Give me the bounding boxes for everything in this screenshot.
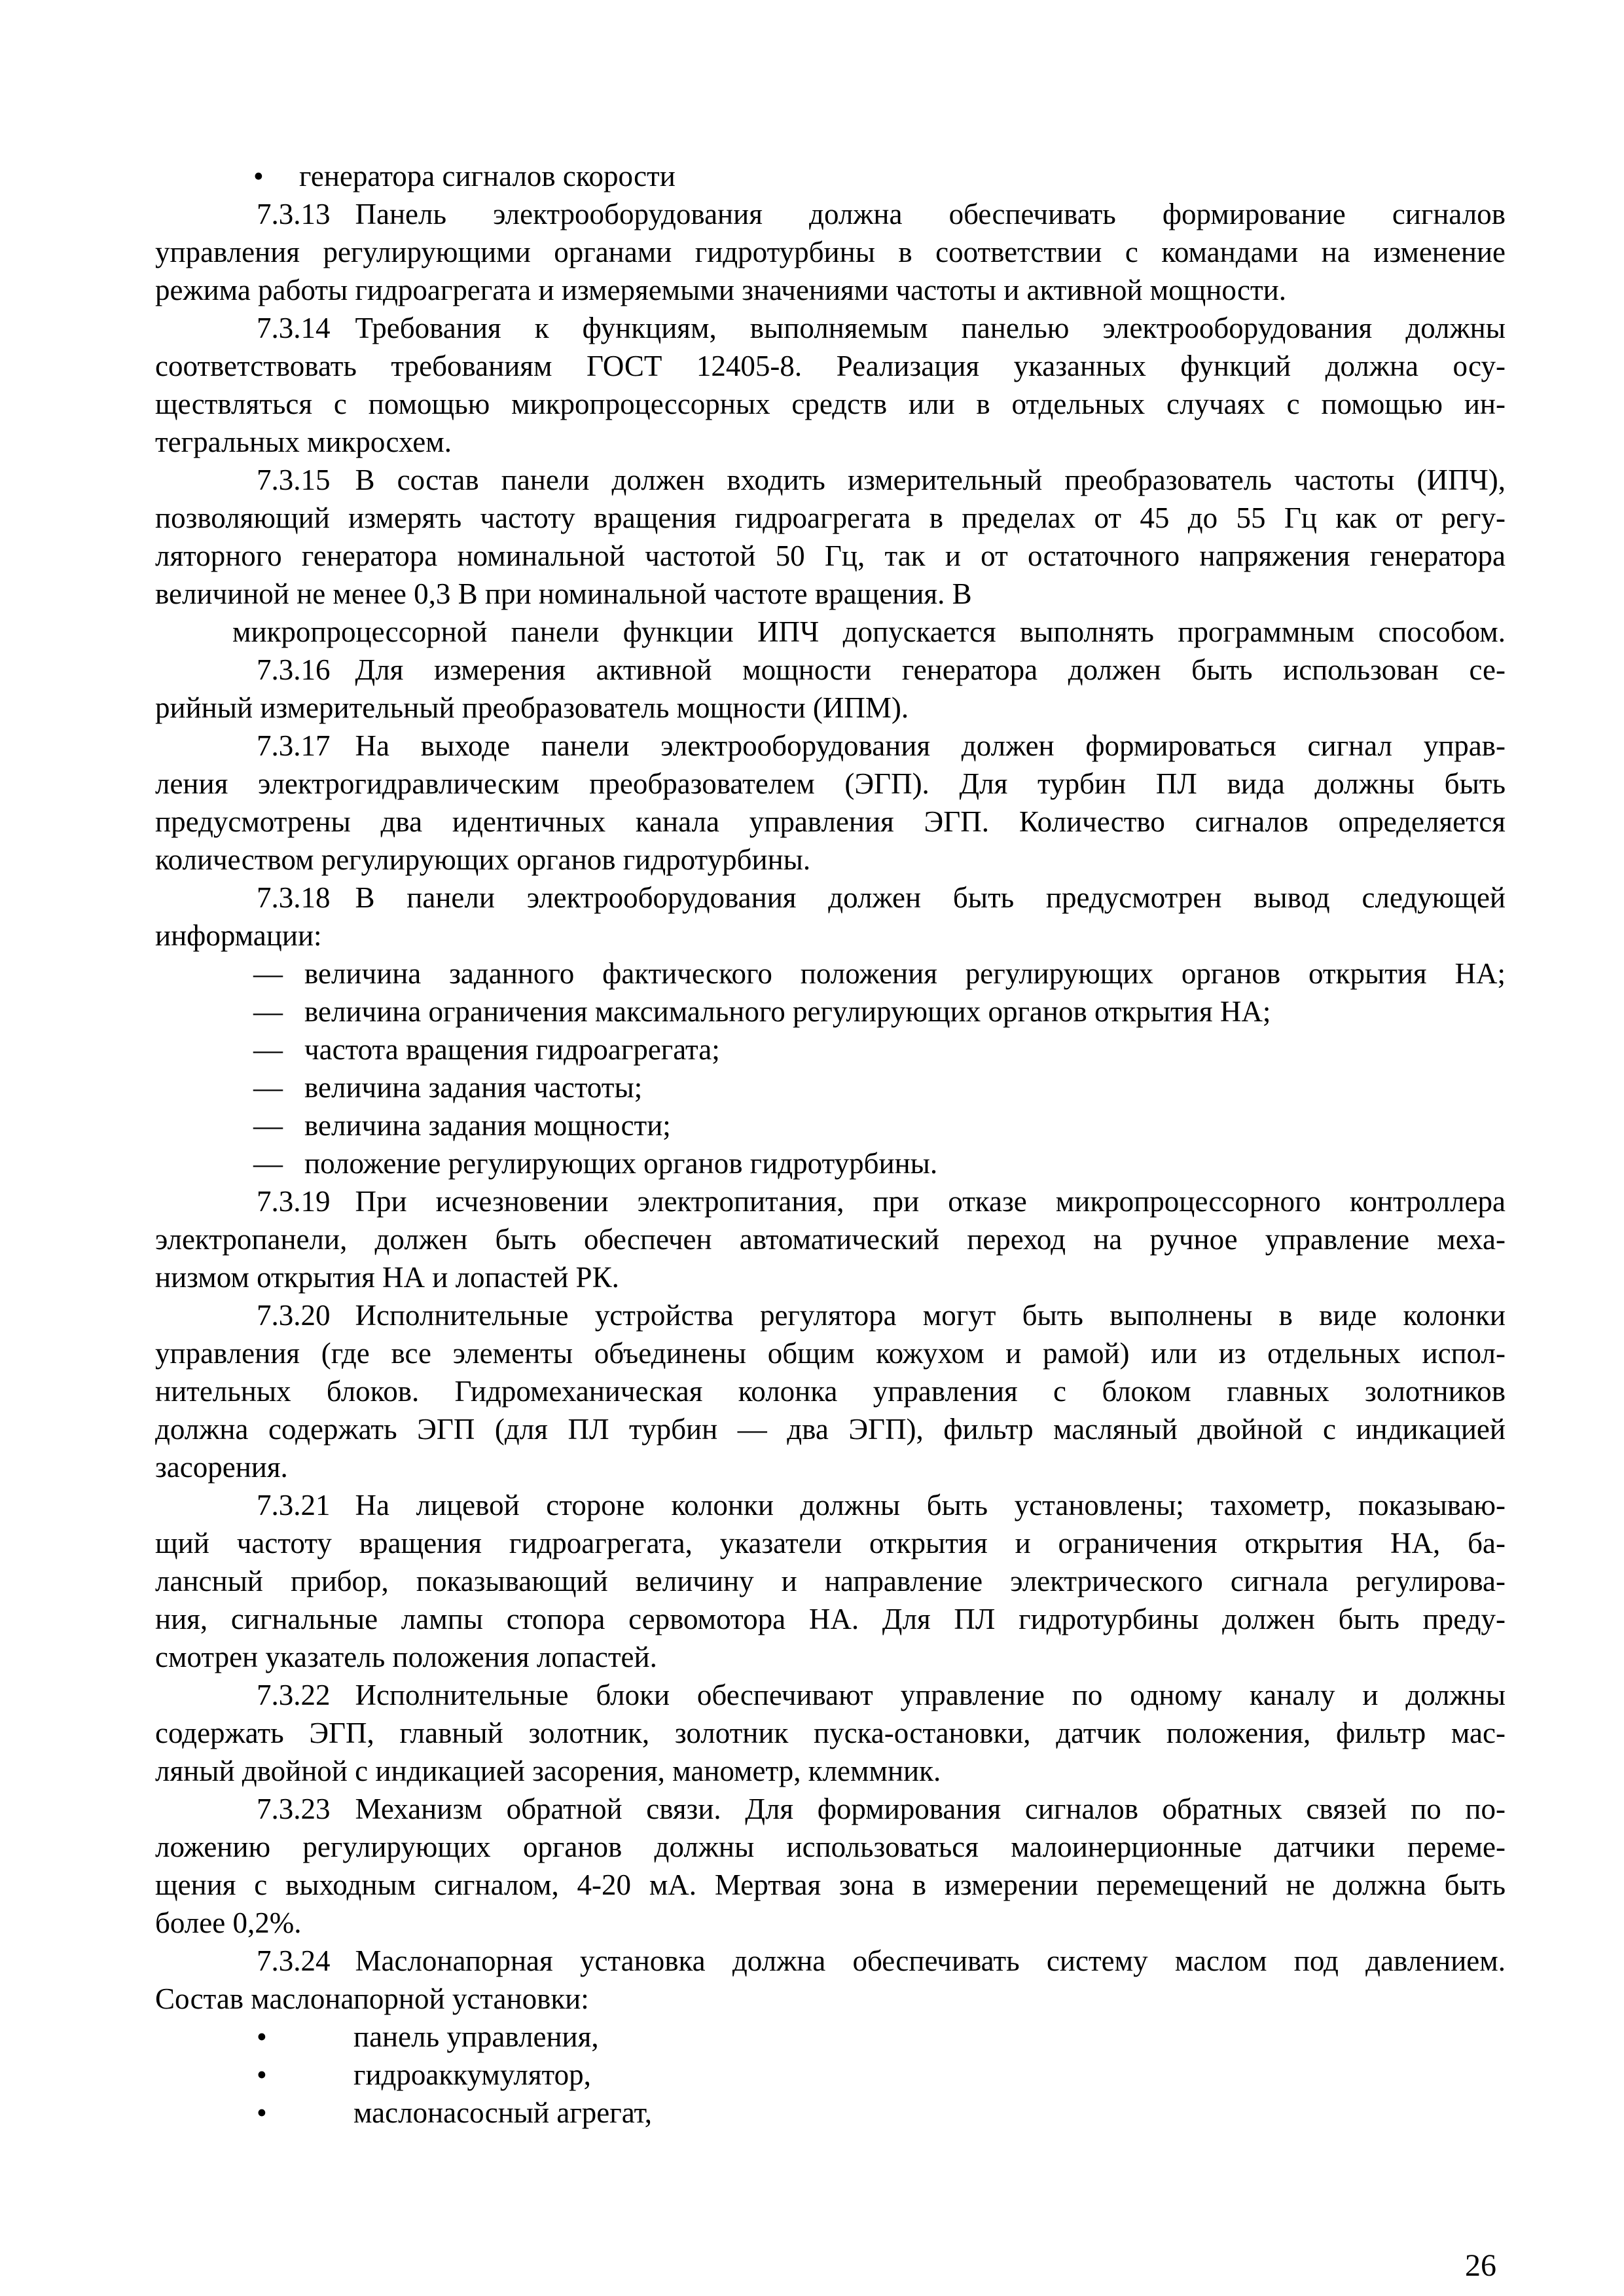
text-line: [155, 1676, 1506, 1714]
line-text: смотрен указатель положения лопастей.: [155, 1641, 657, 1673]
line-text: ществляться с помощью микропроцессорных средств или в отдельных случаях с помощью ин-: [155, 388, 1506, 420]
dash-icon: —: [253, 1147, 283, 1180]
line-text: частота вращения гидроагрегата;: [304, 1033, 720, 1066]
line-text: более 0,2%.: [155, 1906, 302, 1939]
line-text: генератора сигналов скорости: [299, 160, 676, 192]
text-line: [155, 1486, 1506, 1524]
line-text: гидроаккумулятор,: [353, 2058, 591, 2091]
section-number: 7.3.22: [257, 1679, 331, 1711]
text-line: [155, 1790, 1506, 1828]
text-line: [155, 157, 1506, 195]
line-text: щий частоту вращения гидроагрегата, указатели открытия и ограничения открытия НА, ба-: [155, 1527, 1506, 1559]
text-line: [155, 2018, 1506, 2056]
text-line: [155, 1980, 1506, 2018]
line-text: низмом открытия НА и лопастей РК.: [155, 1261, 619, 1294]
line-text: микропроцессорной панели функции ИПЧ допускается выполнять программным способом.: [232, 615, 1506, 648]
line-text: информации:: [155, 919, 322, 952]
text-line: [155, 2094, 1506, 2132]
section-number: 7.3.23: [257, 1793, 331, 1825]
line-text: рийный измерительный преобразователь мощности (ИПМ).: [155, 691, 909, 724]
text-line: [155, 803, 1506, 841]
line-text: Маслонапорная установка должна обеспечивать систему маслом под давлением.: [355, 1944, 1506, 1977]
dash-icon: —: [253, 995, 283, 1028]
text-line: [155, 1334, 1506, 1372]
line-text: В панели электрооборудования должен быть предусмотрен вывод следующей: [355, 881, 1506, 914]
section-number: 7.3.17: [257, 729, 331, 762]
text-line: [155, 1638, 1506, 1676]
text-line: [155, 271, 1506, 309]
text-line: [155, 841, 1506, 879]
text-line: [155, 1220, 1506, 1258]
line-text: ния, сигнальные лампы стопора сервомотора НА. Для ПЛ гидротурбины должен быть преду-: [155, 1603, 1506, 1635]
line-text: величина задания частоты;: [304, 1071, 643, 1104]
section-number: 7.3.18: [257, 881, 331, 914]
line-text: ляный двойной с индикацией засорения, манометр, клеммник.: [155, 1755, 941, 1787]
text-line: [155, 461, 1506, 499]
line-text: На лицевой стороне колонки должны быть установлены; тахометр, показываю-: [355, 1489, 1506, 1522]
line-text: тегральных микросхем.: [155, 426, 452, 458]
section-number: 7.3.24: [257, 1944, 331, 1977]
bullet-icon: •: [257, 2096, 267, 2129]
text-line: [155, 1144, 1506, 1182]
line-text: количеством регулирующих органов гидротурбины.: [155, 843, 811, 876]
text-line: [155, 613, 1506, 651]
line-text: электропанели, должен быть обеспечен автоматический переход на ручное управление меха-: [155, 1223, 1506, 1256]
line-text: Исполнительные блоки обеспечивают управление по одному каналу и должны: [355, 1679, 1506, 1711]
line-text: щения с выходным сигналом, 4-20 мА. Мертвая зона в измерении перемещений не должна быть: [155, 1868, 1506, 1901]
bullet-icon: •: [257, 2020, 267, 2053]
line-text: величина ограничения максимального регулирующих органов открытия НА;: [304, 995, 1271, 1028]
text-line: [155, 993, 1506, 1030]
document-text: [155, 157, 1506, 2132]
text-line: [155, 195, 1506, 233]
section-number: 7.3.19: [257, 1185, 331, 1218]
text-line: [155, 347, 1506, 385]
text-line: [155, 1600, 1506, 1638]
line-text: соответствовать требованиям ГОСТ 12405-8. Реализация указанных функций должна осу-: [155, 350, 1506, 382]
line-text: Состав маслонапорной установки:: [155, 1982, 589, 2015]
text-line: [155, 1562, 1506, 1600]
text-line: [155, 1866, 1506, 1904]
line-text: ложению регулирующих органов должны использоваться малоинерционные датчики переме-: [155, 1831, 1506, 1863]
line-text: Панель электрооборудования должна обеспечивать формирование сигналов: [355, 198, 1506, 230]
dash-icon: —: [253, 1109, 283, 1142]
text-line: [155, 1030, 1506, 1068]
text-line: [155, 1752, 1506, 1790]
line-text: позволяющий измерять частоту вращения гидроагрегата в пределах от 45 до 55 Гц как от регу-: [155, 501, 1506, 534]
line-text: маслонасосный агрегат,: [353, 2096, 653, 2129]
dash-icon: —: [253, 1033, 283, 1066]
line-text: Механизм обратной связи. Для формирования сигналов обратных связей по по-: [355, 1793, 1506, 1825]
line-text: предусмотрены два идентичных канала управления ЭГП. Количество сигналов определяется: [155, 805, 1506, 838]
line-text: панель управления,: [353, 2020, 599, 2053]
section-number: 7.3.16: [257, 653, 331, 686]
line-text: должна содержать ЭГП (для ПЛ турбин — два ЭГП), фильтр масляный двойной с индикацией: [155, 1413, 1506, 1446]
line-text: величина заданного фактического положения регулирующих органов открытия НА;: [304, 957, 1506, 990]
text-line: [155, 1524, 1506, 1562]
text-line: [155, 385, 1506, 423]
line-text: лансный прибор, показывающий величину и направление электрического сигнала регулирова-: [155, 1565, 1506, 1597]
text-line: [155, 651, 1506, 689]
line-text: величина задания мощности;: [304, 1109, 671, 1142]
line-text: режима работы гидроагрегата и измеряемыми значениями частоты и активной мощности.: [155, 274, 1286, 306]
text-line: [155, 765, 1506, 803]
line-text: Для измерения активной мощности генератора должен быть использован се-: [355, 653, 1506, 686]
text-line: [155, 1372, 1506, 1410]
line-text: ляторного генератора номинальной частотой 50 Гц, так и от остаточного напряжения генератора: [155, 539, 1506, 572]
text-line: [155, 2056, 1506, 2094]
line-text: ления электрогидравлическим преобразователем (ЭГП). Для турбин ПЛ вида должны быть: [155, 767, 1506, 800]
text-line: [155, 423, 1506, 461]
text-line: [155, 1714, 1506, 1752]
text-line: [155, 1106, 1506, 1144]
line-text: величиной не менее 0,3 В при номинальной частоте вращения. В: [155, 577, 972, 610]
line-text: управления (где все элементы объединены общим кожухом и рамой) или из отдельных испол-: [155, 1337, 1506, 1370]
section-number: 7.3.15: [257, 464, 331, 496]
page-number: 26: [1465, 2248, 1496, 2283]
text-line: [155, 499, 1506, 537]
section-number: 7.3.20: [257, 1299, 331, 1332]
dash-icon: —: [253, 1071, 283, 1104]
section-number: 7.3.21: [257, 1489, 331, 1522]
text-line: [155, 1448, 1506, 1486]
text-line: [155, 309, 1506, 347]
text-line: [155, 1258, 1506, 1296]
text-line: [155, 727, 1506, 765]
text-line: [155, 1296, 1506, 1334]
text-line: [155, 575, 1506, 613]
text-line: [155, 1410, 1506, 1448]
text-line: [155, 689, 1506, 727]
text-line: [155, 955, 1506, 993]
text-line: [155, 1942, 1506, 1980]
line-text: При исчезновении электропитания, при отказе микропроцессорного контроллера: [355, 1185, 1506, 1218]
dash-icon: —: [253, 957, 283, 990]
line-text: нительных блоков. Гидромеханическая колонка управления с блоком главных золотников: [155, 1375, 1506, 1408]
text-line: [155, 233, 1506, 271]
line-text: Исполнительные устройства регулятора могут быть выполнены в виде колонки: [355, 1299, 1506, 1332]
text-line: [155, 1904, 1506, 1942]
text-line: [155, 1068, 1506, 1106]
text-line: [155, 537, 1506, 575]
text-line: [155, 1828, 1506, 1866]
line-text: На выходе панели электрооборудования должен формироваться сигнал управ-: [355, 729, 1506, 762]
section-number: 7.3.14: [257, 312, 331, 344]
text-line: [155, 879, 1506, 917]
bullet-icon: •: [253, 160, 264, 192]
text-line: [155, 1182, 1506, 1220]
line-text: В состав панели должен входить измерительный преобразователь частоты (ИПЧ),: [355, 464, 1506, 496]
section-number: 7.3.13: [257, 198, 331, 230]
line-text: управления регулирующими органами гидротурбины в соответствии с командами на изменение: [155, 236, 1506, 268]
line-text: засорения.: [155, 1451, 288, 1484]
line-text: содержать ЭГП, главный золотник, золотник пуска-остановки, датчик положения, фильтр мас-: [155, 1717, 1506, 1749]
line-text: Требования к функциям, выполняемым панелью электрооборудования должны: [355, 312, 1506, 344]
line-text: положение регулирующих органов гидротурбины.: [304, 1147, 938, 1180]
text-line: [155, 917, 1506, 955]
bullet-icon: •: [257, 2058, 267, 2091]
